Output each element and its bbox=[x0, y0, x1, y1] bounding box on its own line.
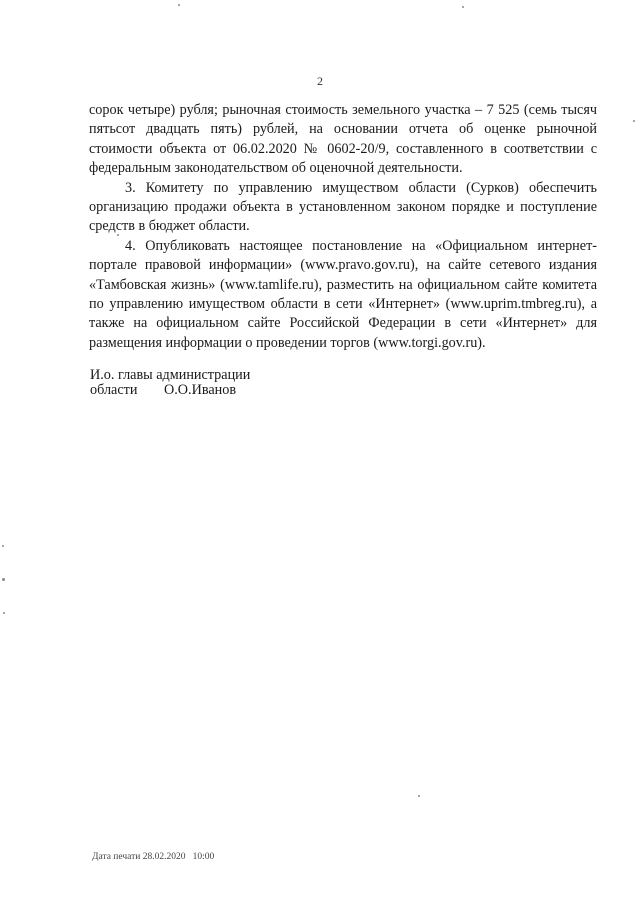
signatory-region: области bbox=[90, 382, 138, 398]
scan-speck bbox=[178, 4, 180, 6]
paragraph-item-4: 4. Опубликовать настоящее постановление на «Официальном интернет-портале правовой информации» (www.pravo.gov.ru), на сайте сетевого издания «Тамбовская жизнь» (www.tamlife.ru), разместить на официальном сайте комитета по управлению имуществом области в сети «Интернет» (www.uprim.tmbreg.ru), а также на официальном сайте Российской Федерации в сети «Интернет» для размещения информации о проведении торгов (www.torgi.gov.ru). bbox=[89, 237, 597, 351]
paragraph-continuation: сорок четыре) рубля; рыночная стоимость земельного участка – 7 525 (семь тысяч пятьсот двадцать пять) рублей, на основании отчета об оценке рыночной стоимости объекта от 06.02.2020 № 0602-20/9, составленного в соответствии с федеральным законодательством об оценочной деятельности. bbox=[89, 102, 597, 177]
scan-speck bbox=[418, 795, 420, 797]
scan-speck bbox=[462, 6, 464, 8]
signature-block bbox=[90, 368, 250, 398]
scan-speck bbox=[3, 612, 5, 614]
scan-speck bbox=[2, 578, 5, 581]
print-date: Дата печати 28.02.2020 10:00 bbox=[92, 852, 215, 862]
paragraph-item-3: 3. Комитету по управлению имуществом области (Сурков) обеспечить организацию продажи объекта в установленном законом порядке и поступление средств в бюджет области. bbox=[89, 179, 597, 235]
scan-speck bbox=[117, 234, 119, 236]
page-number: 2 bbox=[317, 74, 323, 88]
signatory-position: И.о. главы администрации bbox=[90, 367, 251, 383]
signatory-name: О.О.Иванов bbox=[164, 382, 237, 398]
scan-speck bbox=[2, 545, 4, 547]
scan-speck bbox=[633, 120, 635, 122]
document-body bbox=[89, 101, 597, 353]
